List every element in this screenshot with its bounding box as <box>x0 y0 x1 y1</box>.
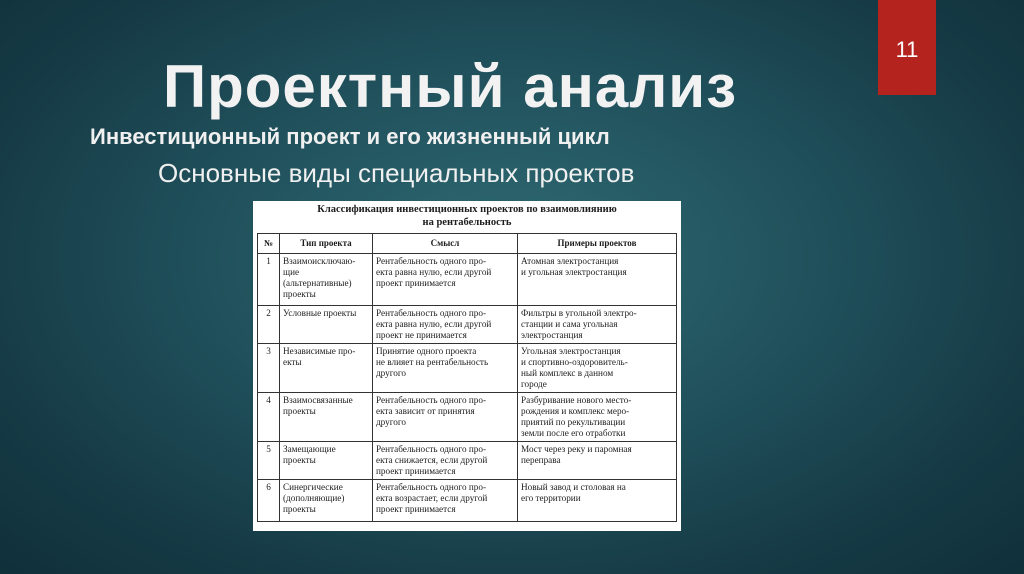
cell-type: Взаимосвязанные проекты <box>280 393 373 442</box>
header-meaning: Смысл <box>373 234 518 254</box>
table-row <box>258 480 677 522</box>
cell-examples: Мост через реку и паромная переправа <box>518 442 677 480</box>
cell-meaning: Рентабельность одного про- екта равна нулю, если другой проект принимается <box>373 254 518 306</box>
cell-examples: Угольная электростанция и спортивно-оздоровитель- ный комплекс в данном городе <box>518 344 677 393</box>
cell-type: Замещающие проекты <box>280 442 373 480</box>
cell-meaning: Рентабельность одного про- екта равна нулю, если другой проект не принимается <box>373 306 518 344</box>
cell-number: 4 <box>258 393 280 442</box>
slide-subtitle: Инвестиционный проект и его жизненный цикл <box>90 124 610 149</box>
cell-type: Независимые про- екты <box>280 344 373 393</box>
cell-examples: Атомная электростанция и угольная электростанция <box>518 254 677 306</box>
cell-examples: Разбуривание нового место- рождения и комплекс меро- приятий по рекультивации земли после его отработки <box>518 393 677 442</box>
table-caption-line2: на рентабельность <box>422 217 512 228</box>
cell-meaning: Принятие одного проекта не влияет на рентабельность другого <box>373 344 518 393</box>
table-caption-line1: Классификация инвестиционных проектов по взаимовлиянию <box>317 204 617 215</box>
classification-table-image <box>253 201 681 531</box>
slide-title: Проектный анализ <box>162 53 738 120</box>
slide-number: 11 <box>895 36 919 62</box>
table-row <box>258 254 677 306</box>
table-row <box>258 306 677 344</box>
cell-type: Синергические (дополняющие) проекты <box>280 480 373 522</box>
table-row <box>258 442 677 480</box>
cell-type: Взаимоисключаю- щие (альтернативные) проекты <box>280 254 373 306</box>
slide-subtitle-secondary: Основные виды специальных проектов <box>158 158 635 188</box>
cell-number: 5 <box>258 442 280 480</box>
cell-type: Условные проекты <box>280 306 373 344</box>
cell-number: 2 <box>258 306 280 344</box>
table-row <box>258 393 677 442</box>
cell-meaning: Рентабельность одного про- екта снижается, если другой проект принимается <box>373 442 518 480</box>
cell-number: 3 <box>258 344 280 393</box>
header-number: № <box>258 234 280 254</box>
table-header-row <box>258 234 677 254</box>
table-row <box>258 344 677 393</box>
cell-meaning: Рентабельность одного про- екта зависит от принятия другого <box>373 393 518 442</box>
cell-meaning: Рентабельность одного про- екта возрастает, если другой проект принимается <box>373 480 518 522</box>
cell-examples: Фильтры в угольной электро- станции и сама угольная электростанция <box>518 306 677 344</box>
header-examples: Примеры проектов <box>518 234 677 254</box>
table-body <box>258 254 677 522</box>
table-caption <box>257 203 677 229</box>
cell-number: 6 <box>258 480 280 522</box>
header-type: Тип проекта <box>280 234 373 254</box>
cell-number: 1 <box>258 254 280 306</box>
cell-examples: Новый завод и столовая на его территории <box>518 480 677 522</box>
classification-table <box>257 233 677 522</box>
